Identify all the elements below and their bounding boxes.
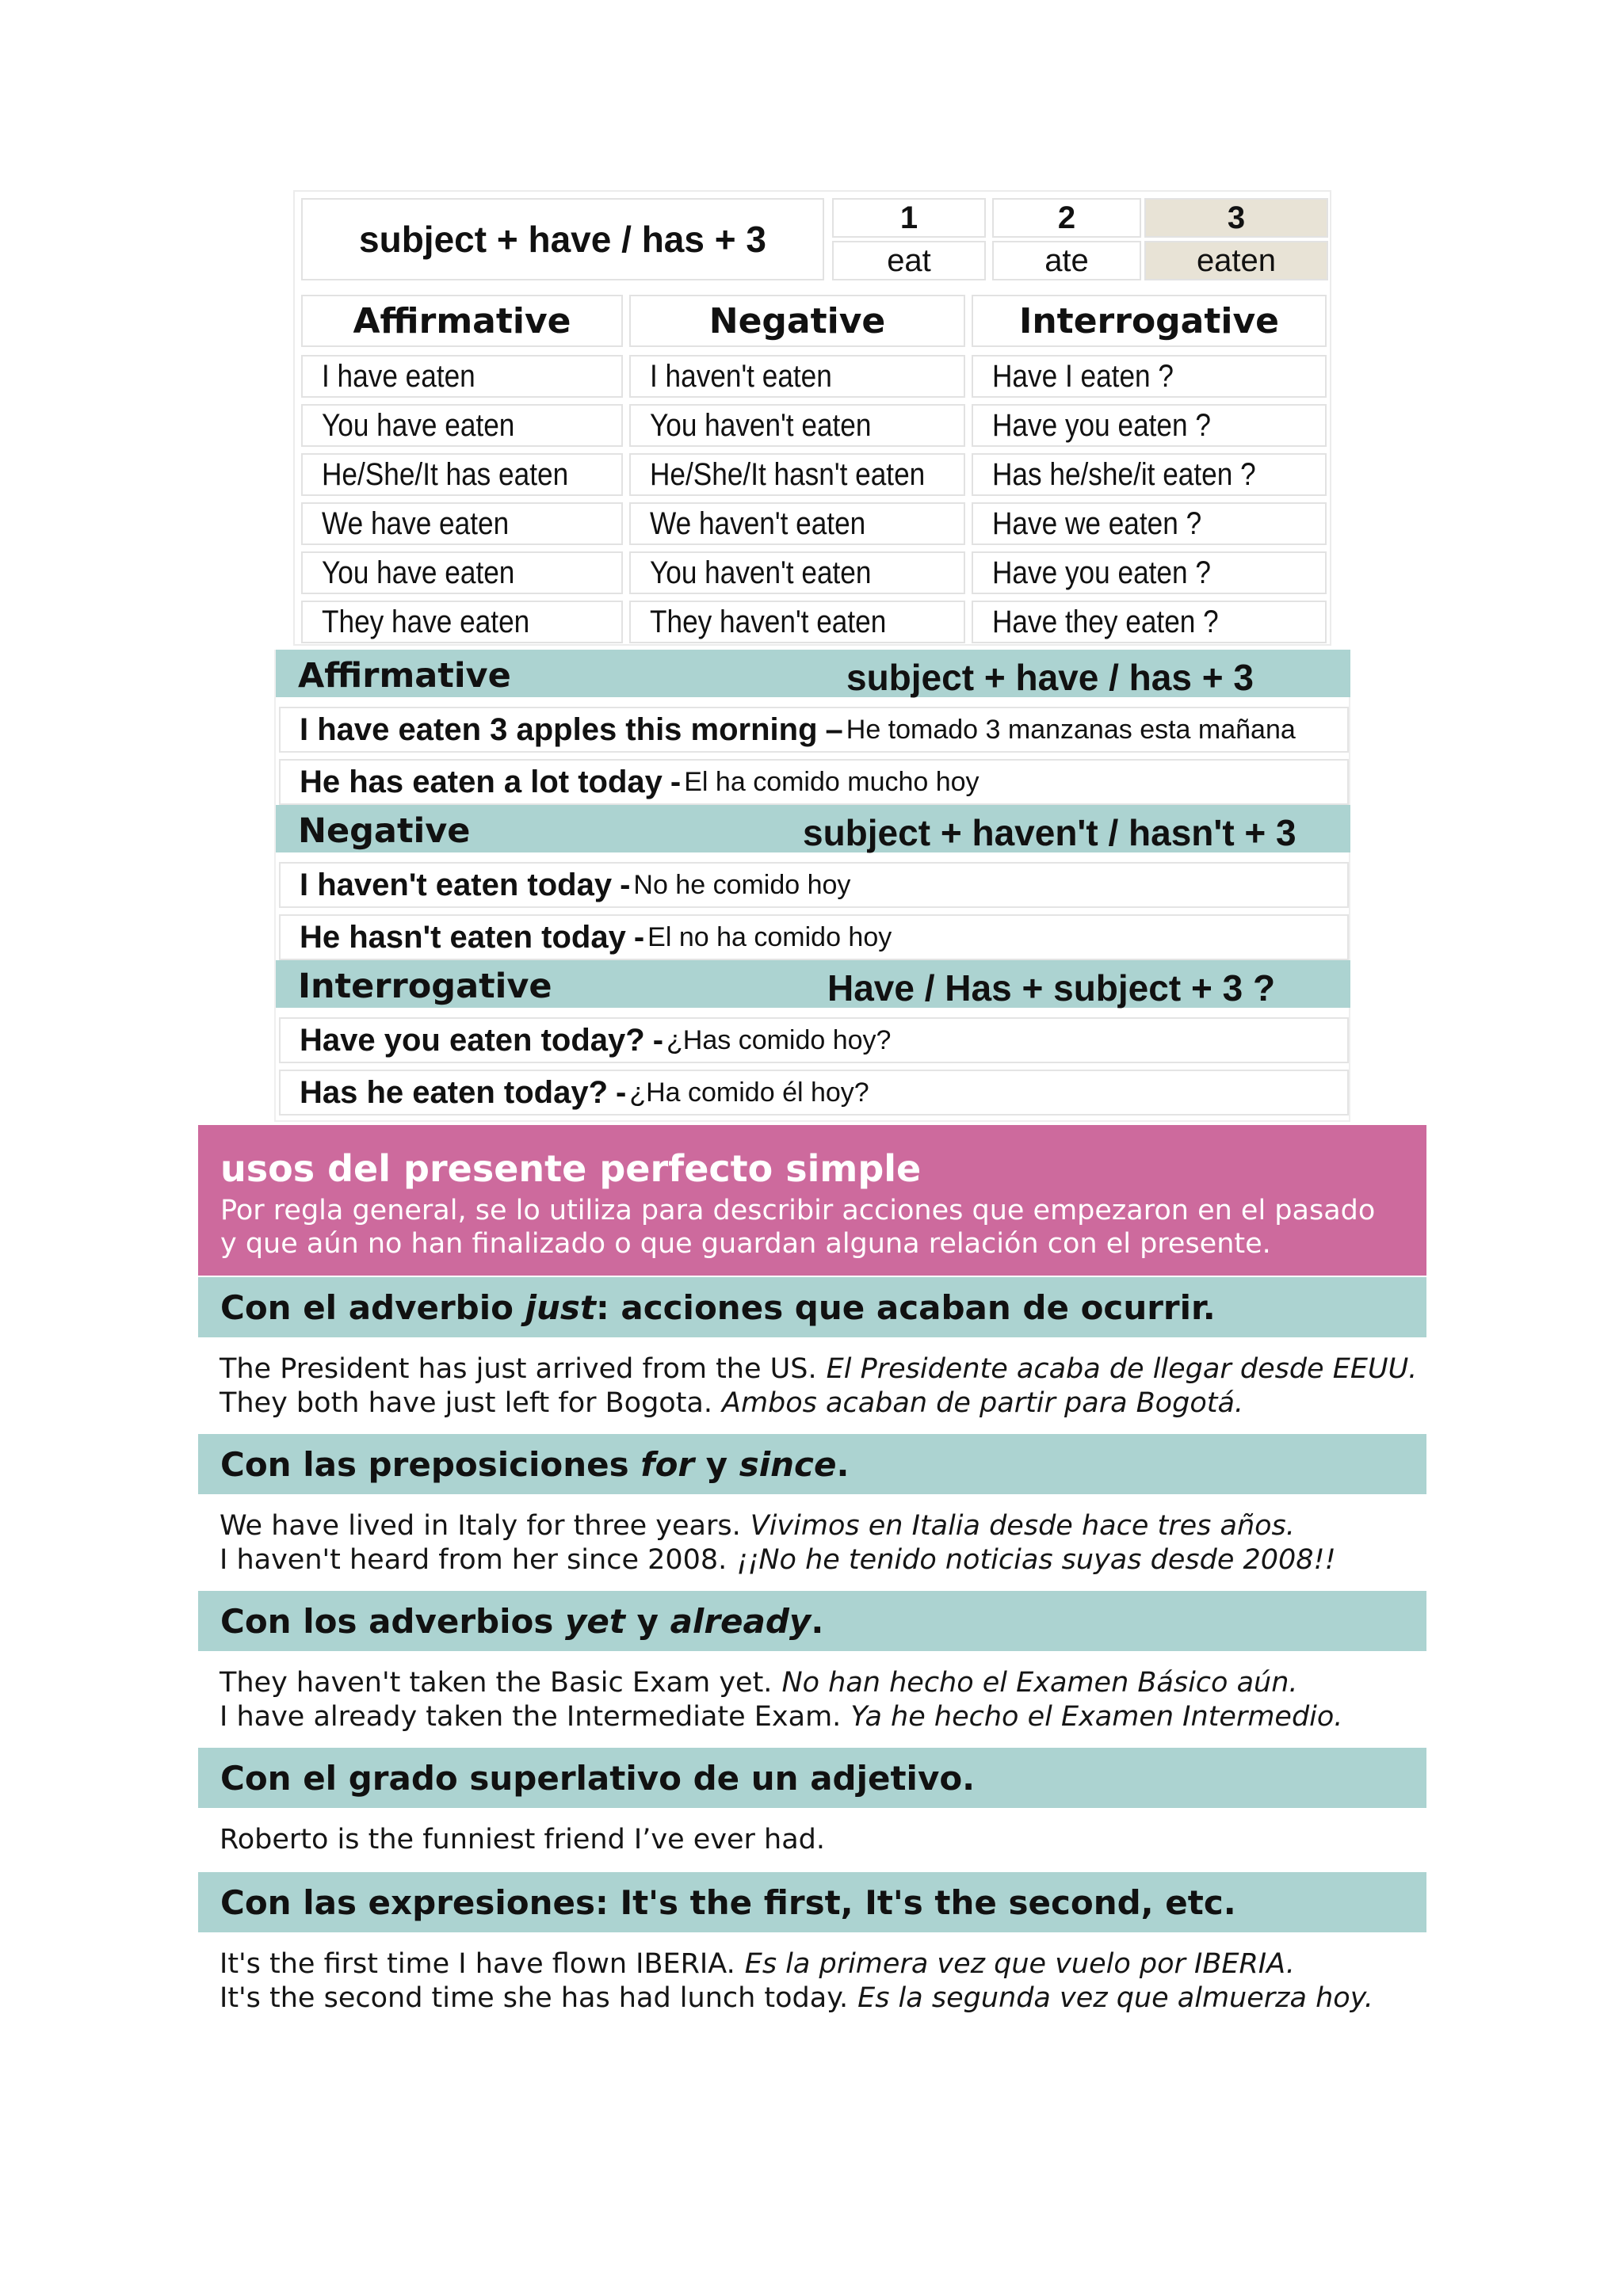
usos-section-heading: Con los adverbios yet y already . — [198, 1591, 1426, 1651]
example-english: I haven't eaten today — [300, 867, 613, 902]
usos-example-line: We have lived in Italy for three years. Vivimos en Italia desde hace tres años. — [220, 1510, 1295, 1542]
conjugation-cell-interrogative: Have you eaten ? — [972, 404, 1327, 447]
example-spanish: He tomado 3 manzanas esta mañana — [846, 714, 1296, 745]
usos-example-line: I haven't heard from her since 2008. ¡¡No he tenido noticias suyas desde 2008!! — [220, 1544, 1336, 1576]
usos-example-line: It's the first time I have flown IBERIA. Es la primera vez que vuelo por IBERIA. — [220, 1948, 1295, 1980]
example-spanish: El no ha comido hoy — [647, 921, 892, 952]
conjugation-cell-negative: I haven't eaten — [629, 355, 965, 398]
verb-form-3: eaten — [1144, 241, 1328, 280]
conjugation-cell-interrogative: Has he/she/it eaten ? — [972, 453, 1327, 496]
conjugation-cell-interrogative: Have they eaten ? — [972, 601, 1327, 643]
conjugation-cell-negative: They haven't eaten — [629, 601, 965, 643]
example-english: Has he eaten today? — [300, 1074, 609, 1110]
affirmative-structure-bar — [276, 650, 1350, 697]
verb-form-1: eat — [832, 241, 986, 280]
conjugation-table — [293, 190, 1331, 646]
usos-section-heading: Con las preposiciones for y since . — [198, 1434, 1426, 1494]
usos-example-line: They both have just left for Bogota. Ambos acaban de partir para Bogotá. — [220, 1387, 1244, 1419]
conjugation-cell-interrogative: Have we eaten ? — [972, 502, 1327, 545]
usos-example-line: It's the second time she has had lunch today. Es la segunda vez que almuerza hoy. — [220, 1982, 1373, 2014]
example-separator: - — [652, 1022, 664, 1058]
example-separator: - — [633, 919, 645, 955]
example-row — [279, 1070, 1349, 1116]
conjugation-cell-negative: We haven't eaten — [629, 502, 965, 545]
verb-form-number-1: 1 — [832, 198, 986, 238]
conjugation-cell-interrogative: Have you eaten ? — [972, 551, 1327, 594]
example-row — [279, 1017, 1349, 1063]
usos-section-heading: Con el grado superlativo de un adjetivo. — [198, 1748, 1426, 1808]
conjugation-cell-affirmative: You have eaten — [301, 404, 623, 447]
example-row — [279, 759, 1349, 805]
conjugation-cell-negative: You haven't eaten — [629, 551, 965, 594]
header-negative: Negative — [629, 295, 965, 347]
negative-formula: subject + haven't / hasn't + 3 — [803, 812, 1296, 853]
usos-description-line-1: Por regla general, se lo utiliza para describir acciones que empezaron en el pasado — [220, 1195, 1376, 1226]
conjugation-cell-affirmative: They have eaten — [301, 601, 623, 643]
conjugation-formula: subject + have / has + 3 — [301, 198, 824, 280]
negative-label: Negative — [298, 811, 471, 851]
conjugation-cell-affirmative: I have eaten — [301, 355, 623, 398]
verb-form-number-3: 3 — [1144, 198, 1328, 238]
example-separator: – — [825, 711, 843, 747]
interrogative-label: Interrogative — [298, 967, 552, 1006]
usos-title: usos del presente perfecto simple — [220, 1147, 922, 1190]
example-spanish: No he comido hoy — [633, 869, 851, 900]
conjugation-cell-affirmative: He/She/It has eaten — [301, 453, 623, 496]
structure-examples — [274, 650, 1350, 1122]
interrogative-structure-bar — [276, 960, 1350, 1008]
example-english: He has eaten a lot today — [300, 764, 663, 799]
conjugation-cell-interrogative: Have I eaten ? — [972, 355, 1327, 398]
example-spanish: ¿Ha comido él hoy? — [629, 1077, 869, 1108]
affirmative-formula: subject + have / has + 3 — [846, 657, 1254, 698]
usos-header — [198, 1125, 1426, 1276]
usos-description-line-2: y que aún no han finalizado o que guardan alguna relación con el presente. — [220, 1228, 1271, 1260]
usos-example-line: Roberto is the funniest friend I’ve ever had. — [220, 1824, 826, 1855]
example-row — [279, 914, 1349, 960]
example-row — [279, 707, 1349, 753]
interrogative-formula: Have / Has + subject + 3 ? — [827, 967, 1276, 1009]
example-english: He hasn't eaten today — [300, 919, 626, 955]
conjugation-cell-affirmative: You have eaten — [301, 551, 623, 594]
affirmative-label: Affirmative — [298, 656, 511, 696]
verb-form-number-2: 2 — [992, 198, 1141, 238]
conjugation-cell-affirmative: We have eaten — [301, 502, 623, 545]
header-interrogative: Interrogative — [972, 295, 1327, 347]
conjugation-cell-negative: He/She/It hasn't eaten — [629, 453, 965, 496]
example-english: I have eaten 3 apples this morning — [300, 711, 818, 747]
usos-example-line: They haven't taken the Basic Exam yet. No han hecho el Examen Básico aún. — [220, 1667, 1298, 1699]
usos-section-heading: Con el adverbio just : acciones que acaban de ocurrir. — [198, 1277, 1426, 1337]
conjugation-cell-negative: You haven't eaten — [629, 404, 965, 447]
verb-form-2: ate — [992, 241, 1141, 280]
negative-structure-bar — [276, 805, 1350, 852]
example-separator: - — [616, 1074, 627, 1110]
example-english: Have you eaten today? — [300, 1022, 645, 1058]
example-separator: - — [620, 867, 631, 902]
example-row — [279, 862, 1349, 908]
example-spanish: El ha comido mucho hoy — [684, 766, 980, 797]
usos-example-line: The President has just arrived from the US. El Presidente acaba de llegar desde EEUU. — [220, 1353, 1418, 1385]
example-spanish: ¿Has comido hoy? — [666, 1024, 892, 1055]
example-separator: - — [670, 764, 682, 799]
header-affirmative: Affirmative — [301, 295, 623, 347]
usos-section-heading: Con las expresiones: It's the first, It's the second, etc. — [198, 1872, 1426, 1932]
usos-example-line: I have already taken the Intermediate Exam. Ya he hecho el Examen Intermedio. — [220, 1701, 1343, 1733]
